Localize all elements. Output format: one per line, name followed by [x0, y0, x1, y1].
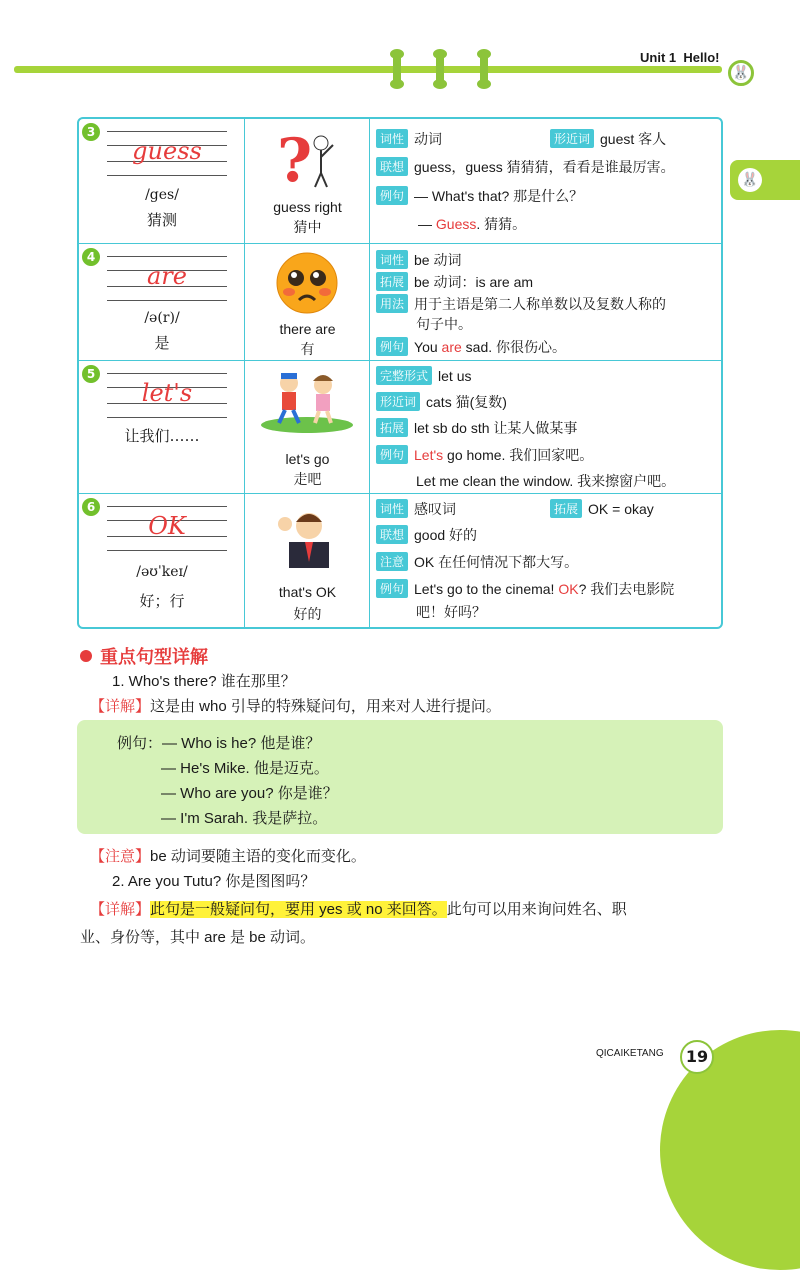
row-number: 4 [82, 248, 100, 266]
kids-walking-illustration [259, 367, 355, 433]
info-line: 联想 good 好的 [376, 525, 477, 545]
info-line: 词性 动词 [376, 129, 442, 149]
phonetic: /ges/ [145, 187, 179, 203]
example-line: — Who are you? 你是谁？ [161, 785, 338, 802]
picture-caption-cn: 好的 [293, 606, 322, 622]
svg-text:?: ? [277, 126, 313, 191]
vocab-word: are [147, 262, 187, 290]
info-line: 例句 — What's that? 那是什么？ [376, 186, 583, 206]
picture-caption: guess right [273, 199, 342, 215]
vocab-row [79, 244, 721, 361]
vocab-word: let's [141, 379, 193, 407]
detail-2: 【详解】此句是一般疑问句，要用 yes 或 no 来回答。此句可以用来询问姓名、职 [90, 901, 627, 918]
info-line: Let me clean the window. 我来擦窗户吧。 [416, 473, 676, 489]
vocab-row [79, 494, 721, 627]
info-line: 拓展 be 动词：is are am [376, 272, 533, 292]
sentence-1: 1. Who's there? 谁在那里？ [112, 673, 296, 690]
vocab-table [77, 117, 723, 629]
picture-caption: that's OK [278, 584, 337, 600]
vocab-word: guess [132, 137, 202, 165]
info-line: 例句 You are sad. 你很伤心。 [376, 337, 566, 357]
info-line: — Guess. 猜猜。 [418, 216, 527, 232]
vocab-row [79, 361, 721, 494]
phonetic: /ə(r)/ [144, 310, 180, 326]
binder-ring [393, 52, 401, 86]
footer-decoration [660, 1030, 800, 1270]
info-line: 形近词 cats 猫(复数) [376, 392, 507, 412]
header-bar [14, 66, 722, 73]
picture-caption-cn: 有 [300, 341, 315, 357]
picture-caption: let's go [285, 451, 330, 467]
info-line: 吧！好吗？ [416, 604, 486, 620]
note: 【注意】be 动词要随主语的变化而变化。 [90, 848, 366, 865]
binder-ring [436, 52, 444, 86]
section-title: 重点句型详解 [80, 643, 208, 669]
sentence-2: 2. Are you Tutu? 你是图图吗？ [112, 873, 316, 890]
bunny-icon: 🐰 [728, 60, 754, 86]
example-line: 例句：— Who is he? 他是谁？ [117, 735, 321, 752]
info-line: 句子中。 [416, 316, 472, 332]
row-number: 3 [82, 123, 100, 141]
side-tab [730, 160, 800, 200]
info-line: 例句 Let's go home. 我们回家吧。 [376, 445, 593, 465]
unit-label: Unit 1 Hello! [640, 50, 720, 65]
info-line: 拓展 let sb do sth 让某人做某事 [376, 418, 577, 438]
info-line: 注意 OK 在任何情况下都大写。 [376, 552, 578, 572]
example-line: — He's Mike. 他是迈克。 [161, 760, 329, 777]
example-box [77, 720, 723, 834]
info-line: 词性 感叹词 [376, 499, 456, 519]
picture-caption-cn: 走吧 [293, 471, 322, 487]
sad-face-illustration [275, 250, 339, 316]
vocab-word: OK [148, 512, 186, 540]
meaning: 让我们…… [124, 427, 200, 445]
binder-ring [480, 52, 488, 86]
footer-brand: QICAIKETANG [596, 1048, 664, 1059]
page-number: 19 [680, 1040, 714, 1074]
picture-caption: there are [279, 321, 336, 337]
meaning: 猜测 [146, 211, 177, 229]
phonetic: /əʊˈkeɪ/ [136, 564, 188, 580]
meaning: 好；行 [139, 592, 185, 610]
row-number: 6 [82, 498, 100, 516]
detail-2-cont: 业、身份等，其中 are 是 be 动词。 [80, 929, 316, 946]
info-line: 形近词 guest 客人 [550, 129, 666, 149]
info-line: 完整形式 let us [376, 366, 471, 385]
detail-1: 【详解】这是由 who 引导的特殊疑问句，用来对人进行提问。 [90, 698, 501, 715]
info-line: 用法 用于主语是第二人称单数以及复数人称的 [376, 294, 666, 314]
row-number: 5 [82, 365, 100, 383]
picture-caption-cn: 猜中 [293, 219, 322, 235]
man-ok-gesture-illustration [275, 502, 339, 568]
example-line: — I'm Sarah. 我是萨拉。 [161, 810, 328, 827]
info-line: 例句 Let's go to the cinema! OK? 我们去电影院 [376, 579, 674, 599]
question-man-illustration [275, 125, 339, 191]
vocab-row [79, 119, 721, 244]
meaning: 是 [154, 334, 170, 352]
bunny-icon: 🐰 [738, 168, 762, 192]
info-line: 联想 guess，guess 猜猜猜，看看是谁最厉害。 [376, 157, 675, 177]
info-line: 词性 be 动词 [376, 250, 461, 270]
info-line: 拓展 OK = okay [550, 499, 654, 518]
